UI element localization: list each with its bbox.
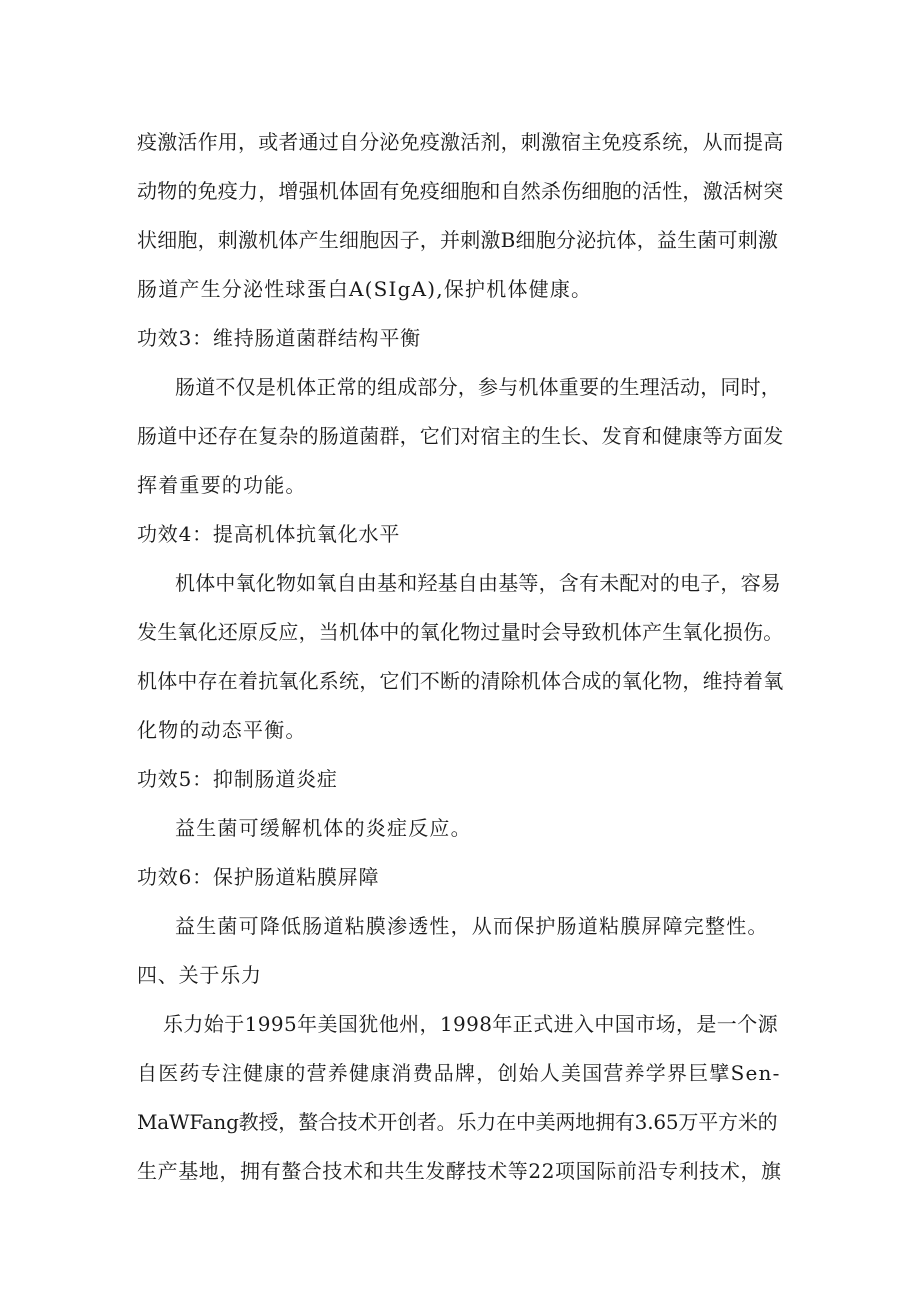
effect4-heading: 功效4：提高机体抗氧化水平 (137, 522, 401, 546)
paragraph-line: 益生菌可缓解机体的炎症反应。 (175, 816, 472, 840)
paragraph-line: 状细胞，刺激机体产生细胞因子，并刺激B细胞分泌抗体，益生菌可刺激 (137, 228, 779, 252)
paragraph-line: 肠道产生分泌性球蛋白A(SIgA),保护机体健康。 (137, 277, 593, 301)
effect5-heading: 功效5：抑制肠道炎症 (137, 767, 338, 791)
paragraph-line: 乐力始于1995年美国犹他州，1998年正式进入中国市场，是一个源 (163, 1012, 778, 1036)
paragraph-line: 动物的免疫力，增强机体固有免疫细胞和自然杀伤细胞的活性，激活树突 (137, 179, 784, 203)
paragraph-line: 肠道不仅是机体正常的组成部分，参与机体重要的生理活动，同时， (175, 375, 781, 399)
paragraph-line: 益生菌可降低肠道粘膜渗透性，从而保护肠道粘膜屏障完整性。 (175, 914, 769, 938)
section4-heading: 四、关于乐力 (137, 963, 262, 987)
paragraph-line: 挥着重要的功能。 (137, 473, 307, 497)
paragraph-line: 机体中存在着抗氧化系统，它们不断的清除机体合成的氧化物，维持着氧 (137, 669, 784, 693)
paragraph-line: MaWFang教授，螯合技术开创者。乐力在中美两地拥有3.65万平方米的 (137, 1110, 778, 1134)
effect6-heading: 功效6：保护肠道粘膜屏障 (137, 865, 380, 889)
paragraph-line: 化物的动态平衡。 (137, 718, 307, 742)
effect3-heading: 功效3：维持肠道菌群结构平衡 (137, 326, 421, 350)
paragraph-line: 生产基地，拥有螯合技术和共生发酵技术等22项国际前沿专利技术，旗 (137, 1159, 782, 1183)
paragraph-line: 肠道中还存在复杂的肠道菌群，它们对宿主的生长、发育和健康等方面发 (137, 424, 784, 448)
paragraph-line: 发生氧化还原反应，当机体中的氧化物过量时会导致机体产生氧化损伤。 (137, 620, 784, 644)
paragraph-line: 机体中氧化物如氧自由基和羟基自由基等，含有未配对的电子，容易 (175, 571, 781, 595)
paragraph-line: 疫激活作用，或者通过自分泌免疫激活剂，刺激宿主免疫系统，从而提高 (137, 130, 784, 154)
paragraph-line: 自医药专注健康的营养健康消费品牌，创始人美国营养学界巨擘Sen- (137, 1061, 781, 1085)
